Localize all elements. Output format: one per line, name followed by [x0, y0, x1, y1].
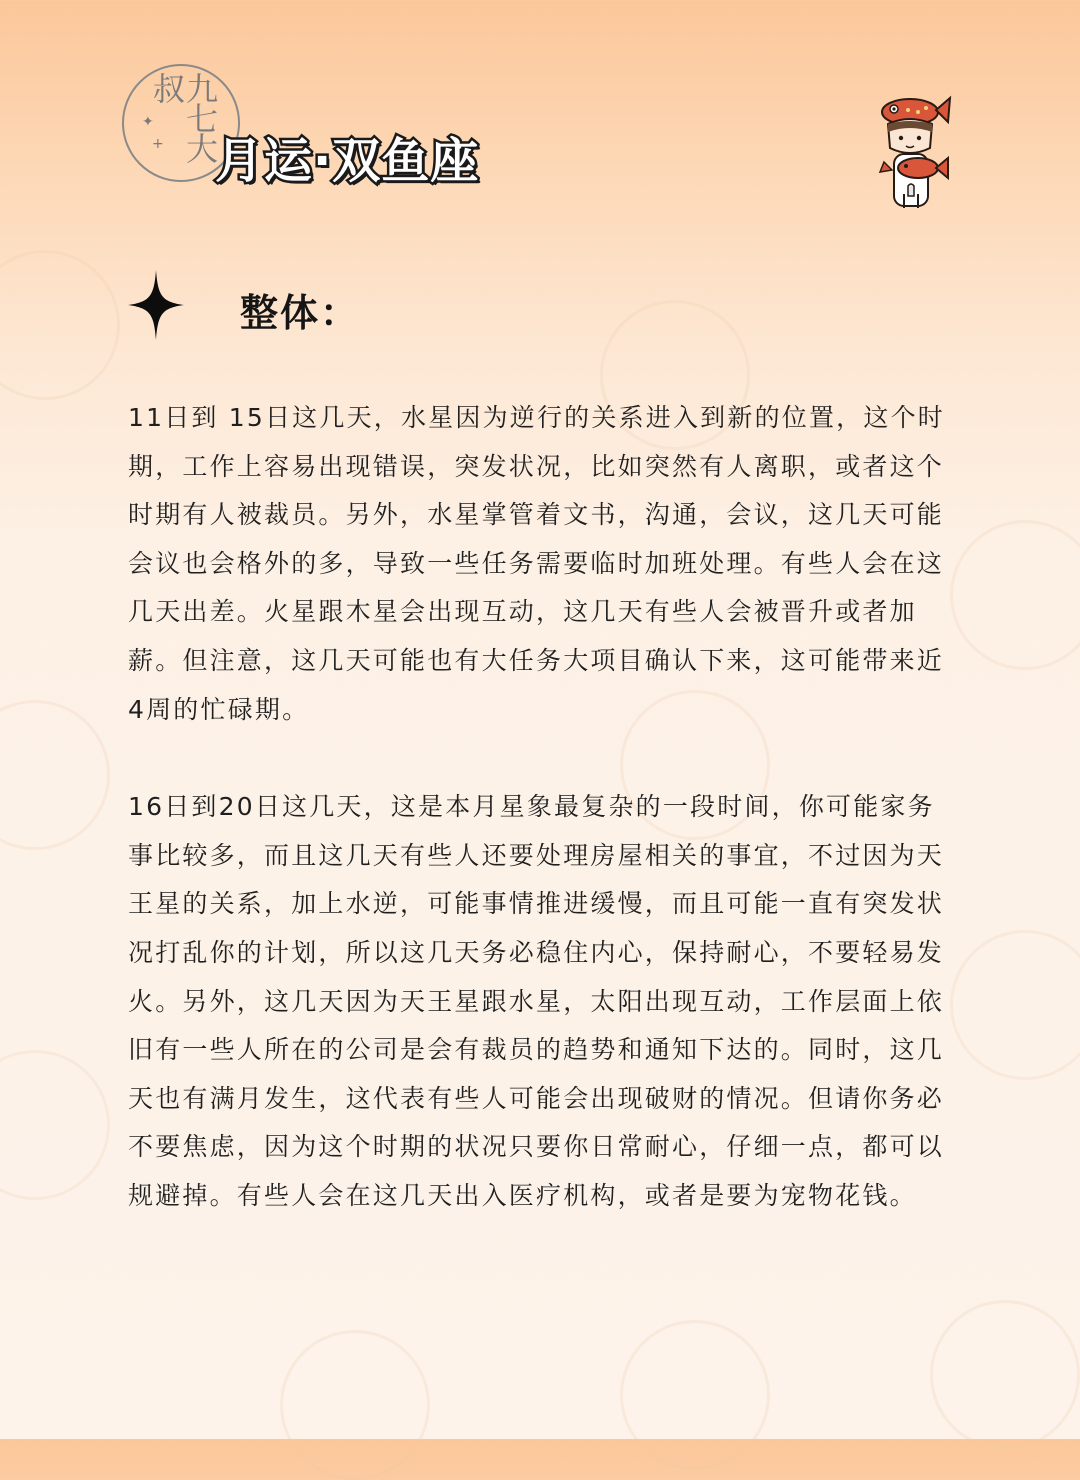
paragraph: 16日到20日这几天，这是本月星象最复杂的一段时间，你可能家务事比较多，而且这几天有些人还要处理房屋相关的事宜，不过因为天王星的关系，加上水逆，可能事情推进缓慢，而且可能一直有突发状况打乱你的计划，所以这几天务必稳住内心，保持耐心，不要轻易发火。另外，这几天因为天王星跟水星，太阳出现互动，工作层面上依旧有一些人所在的公司是会有裁员的趋势和通知下达的。同时，这几天也有满月发生，这代表有些人可能会出现破财的情况。但请你务必不要焦虑，因为这个时期的状况只要你日常耐心，仔细一点，都可以规避掉。有些人会在这几天出入医疗机构，或者是要为宠物花钱。	[128, 792, 945, 1210]
header	[0, 0, 1080, 260]
brand-logo-text: 九七大叔	[148, 72, 219, 162]
mascot-illustration	[868, 90, 958, 220]
watermark-logo	[950, 930, 1080, 1080]
section-header	[128, 268, 528, 348]
section-title: 整体：	[240, 291, 361, 335]
watermark-logo	[0, 1050, 110, 1200]
watermark-logo	[620, 1320, 770, 1470]
watermark-logo	[0, 250, 120, 400]
watermark-logo	[930, 1300, 1080, 1450]
paragraph: 11日到 15日这几天，水星因为逆行的关系进入到新的位置，这个时期，工作上容易出现错误，突发状况，比如突然有人离职，或者这个时期有人被裁员。另外，水星掌管着文书，沟通，会议，这几天可能会议也会格外的多，导致一些任务需要临时加班处理。有些人会在这几天出差。火星跟木星会出现互动，这几天有些人会被晋升或者加薪。但注意，这几天可能也有大任务大项目确认下来，这可能带来近4周的忙碌期。	[128, 403, 945, 724]
four-point-star-icon	[128, 270, 184, 340]
watermark-logo	[280, 1330, 430, 1480]
sparkle-icon: +	[152, 136, 164, 152]
article-body	[128, 394, 958, 1270]
page-title: 月运·双鱼座	[215, 133, 480, 189]
watermark-logo	[950, 520, 1080, 670]
watermark-logo	[0, 700, 110, 850]
sparkle-icon: ✦	[142, 114, 154, 130]
